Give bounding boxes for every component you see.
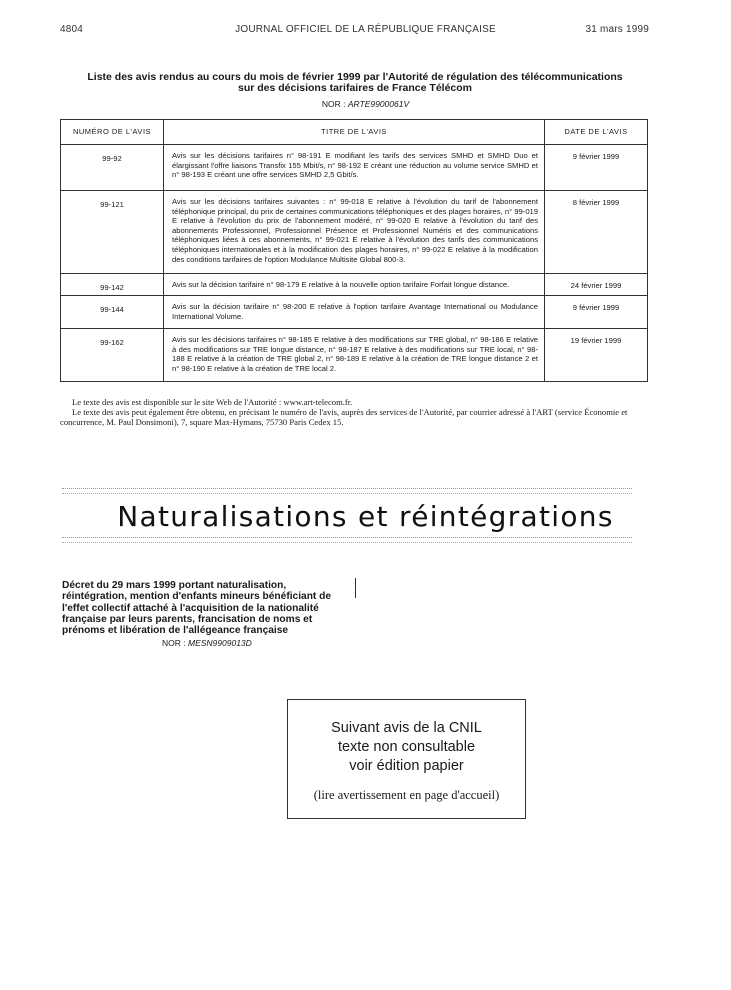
avis-title: Avis sur la décision tarifaire n° 98-200 E relative à l'option tarifaire Avantage International ou Modulance International Volume. [164, 296, 545, 329]
cnil-notice-line3: voir édition papier [349, 758, 464, 774]
avis-title: Avis sur les décisions tarifaires n° 98-185 E relative à des modifications sur TRE global, n° 98-186 E relative à des modifications sur TRE longue distance, n° 98-187 E relative à des modifications sur TRE local, n° 98-188 E relative à la création de TRE global 2, n° 98-189 E relative à la création de TRE longue distance 2 et n° 98-190 E relative à la création de TRE local 2. [164, 329, 545, 382]
footnote-website: Le texte des avis est disponible sur le site Web de l'Autorité : www.art-telecom.fr. [72, 397, 353, 407]
cnil-notice-line1: Suivant avis de la CNIL [331, 720, 482, 736]
decorative-rule-bottom [62, 537, 632, 543]
avis-date: 8 février 1999 [545, 191, 648, 274]
col-header-number: NUMÉRO DE L'AVIS [61, 120, 164, 145]
table-row [61, 145, 648, 191]
issue-date: 31 mars 1999 [585, 24, 649, 35]
col-header-date: DATE DE L'AVIS [545, 120, 648, 145]
journal-title: JOURNAL OFFICIEL DE LA RÉPUBLIQUE FRANÇAISE [235, 24, 496, 35]
avis-date: 9 février 1999 [545, 296, 648, 329]
avis-list-subtitle: sur des décisions tarifaires de France Télécom [237, 82, 472, 94]
avis-date: 9 février 1999 [545, 145, 648, 191]
avis-number: 99-144 [61, 296, 164, 329]
nor-reference [0, 99, 731, 109]
table-row [61, 274, 648, 296]
section-title: Naturalisations et réintégrations [117, 500, 614, 533]
avis-title: Avis sur les décisions tarifaires n° 98-191 E modifiant les tarifs des services SMHD et SMHD Duo et élargissant l'offre liaisons Transfix 155 Mbit/s, n° 98-192 E créant une réduction au volume service SMHD et n° 98-193 E créant une offre services SMHD 2,5 Gbit/s. [164, 145, 545, 191]
avis-title: Avis sur la décision tarifaire n° 98-179 E relative à la nouvelle option tarifaire Forfait longue distance. [164, 274, 545, 296]
avis-number: 99-142 [61, 274, 164, 296]
decret-nor-reference [162, 638, 252, 648]
page-number: 4804 [60, 24, 84, 35]
cnil-notice-line4: (lire avertissement en page d'accueil) [313, 788, 500, 802]
avis-number: 99-162 [61, 329, 164, 382]
margin-bar [355, 578, 356, 598]
col-header-title: TITRE DE L'AVIS [164, 120, 545, 145]
avis-table [60, 119, 648, 382]
table-row [61, 191, 648, 274]
decret-title: Décret du 29 mars 1999 portant naturalisation, réintégration, mention d'enfants mineurs bénéficiant de l'effet collectif attaché à l'acquisition de la nationalité française par leurs parents, francisation de noms et prénoms et libération de l'allégeance française [62, 580, 332, 637]
avis-title: Avis sur les décisions tarifaires suivantes : n° 99-018 E relative à l'évolution du tarif de l'abonnement téléphonique principal, du prix de certaines communications téléphoniques et des plages horaires, n° 99-019 E relative à l'évolution du prix de l'abonnement modéré, n° 99-020 E relative à l'évolution du tarif des abonnements Professionnel, Professionnel Présence et Professionnel Numéris et des communications téléphoniques liées à ces abonnements, n° 99-021 E relative à l'évolution des tarifs des communications téléphoniques internationales et à la modification des plages horaires, n° 99-022 E relative à la modification des conditions tarifaires de l'option Modulance Multisite Global 800-3. [164, 191, 545, 274]
avis-list-title: Liste des avis rendus au cours du mois de février 1999 par l'Autorité de régulation des télécommunications [87, 71, 623, 83]
decret-nor-code: MESN9909013D [188, 638, 252, 648]
footnote-contact: Le texte des avis peut également être obtenu, en précisant le numéro de l'avis, auprès des services de l'Autorité, par courrier adressé à l'ART (service Économie et concurrence, M. Paul Donsimoni), 7, square Max-Hymans, 75730 Paris Cedex 15. [60, 407, 628, 427]
decret-nor-label: NOR : [162, 638, 186, 648]
avis-date: 19 février 1999 [545, 329, 648, 382]
nor-label: NOR : [321, 99, 346, 109]
avis-date: 24 février 1999 [545, 274, 648, 296]
nor-code: ARTE9900061V [347, 99, 410, 109]
cnil-notice-line2: texte non consultable [337, 739, 476, 755]
avis-number: 99-92 [61, 145, 164, 191]
cnil-notice-box [287, 699, 526, 819]
avis-number: 99-121 [61, 191, 164, 274]
table-header-row [61, 120, 648, 145]
table-row [61, 329, 648, 382]
decorative-rule-top [62, 488, 632, 494]
table-row [61, 296, 648, 329]
